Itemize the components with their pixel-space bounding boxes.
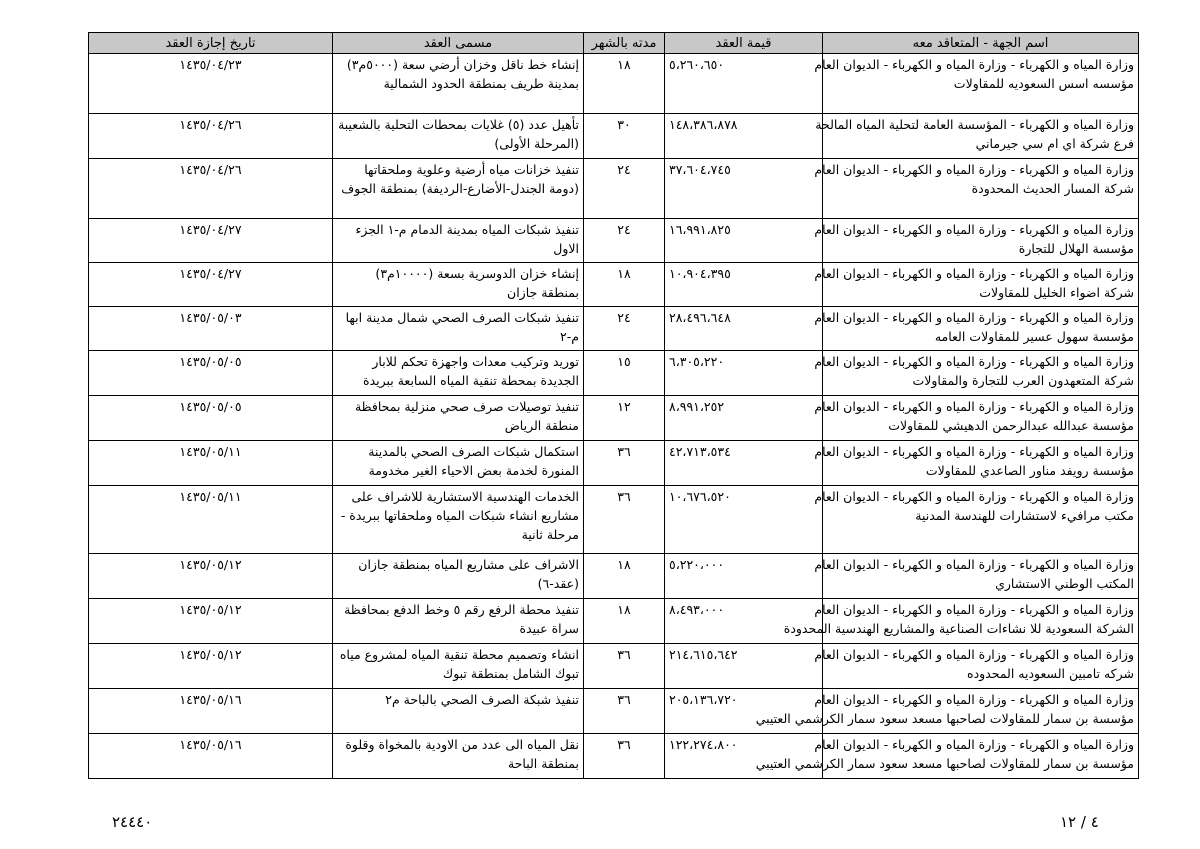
cell-value: ٢٨،٤٩٦،٦٤٨ <box>665 307 823 351</box>
cell-duration: ٣٦ <box>584 644 665 689</box>
table-row <box>89 644 1139 689</box>
cell-date: ١٤٣٥/٠٤/٢٦ <box>89 114 333 159</box>
table-row <box>89 689 1139 734</box>
party-line-2: شركة اضواء الخليل للمقاولات <box>979 285 1134 300</box>
cell-duration: ٣٦ <box>584 689 665 734</box>
table-row <box>89 54 1139 114</box>
cell-duration: ١٨ <box>584 263 665 307</box>
party-line-2: مكتب مرافيء لاستشارات للهندسة المدنية <box>915 508 1134 523</box>
cell-date: ١٤٣٥/٠٤/٢٧ <box>89 263 333 307</box>
cell-value: ٦،٣٠٥،٢٢٠ <box>665 351 823 396</box>
cell-contract-name: تنفيذ خزانات مياه أرضية وعلوية وملحقاتها (دومة الجندل-الأضارع-الرديفة) بمنطقة الجوف <box>333 159 584 219</box>
cell-value: ٤٢،٧١٣،٥٣٤ <box>665 441 823 486</box>
cell-party <box>755 734 1139 779</box>
cell-contract-name: انشاء وتصميم محطة تنقية المياه لمشروع مياه تبوك الشامل بمنطقة تبوك <box>333 644 584 689</box>
cell-date: ١٤٣٥/٠٥/٠٥ <box>89 396 333 441</box>
cell-value: ٨،٤٩٣،٠٠٠ <box>665 599 823 644</box>
party-line-2: شركة المتعهدون العرب للتجارة والمقاولات <box>912 373 1134 388</box>
contracts-table <box>88 32 1139 779</box>
cell-contract-name: نقل المياه الى عدد من الاودية بالمخواة وقلوة بمنطقة الباحة <box>333 734 584 779</box>
cell-party <box>814 219 1139 263</box>
cell-value: ٢١٤،٦١٥،٦٤٢ <box>665 644 823 689</box>
party-line-2: شركه تامبين السعوديه المحدوده <box>967 666 1134 681</box>
cell-date: ١٤٣٥/٠٤/٢٦ <box>89 159 333 219</box>
table-row <box>89 351 1139 396</box>
cell-contract-name: إنشاء خط ناقل وخزان أرضي سعة (٥٠٠٠م٣) بمدينة طريف بمنطقة الحدود الشمالية <box>333 54 584 114</box>
party-line-1: وزارة المياه و الكهرباء - وزارة المياه و الكهرباء - الديوان العام <box>814 57 1134 72</box>
cell-party <box>814 486 1139 554</box>
party-line-1: وزارة المياه و الكهرباء - وزارة المياه و الكهرباء - الديوان العام <box>814 489 1134 504</box>
cell-date: ١٤٣٥/٠٥/١١ <box>89 486 333 554</box>
header-duration: مدته بالشهر <box>584 33 665 54</box>
cell-duration: ١٥ <box>584 351 665 396</box>
party-line-1: وزارة المياه و الكهرباء - وزارة المياه و الكهرباء - الديوان العام <box>814 557 1134 572</box>
party-line-2: المكتب الوطني الاستشاري <box>995 576 1134 591</box>
party-line-1: وزارة المياه و الكهرباء - وزارة المياه و الكهرباء - الديوان العام <box>814 602 1134 617</box>
cell-party <box>814 396 1139 441</box>
table-header-row <box>89 33 1139 54</box>
cell-party <box>815 114 1139 159</box>
cell-party <box>814 307 1139 351</box>
party-line-1: وزارة المياه و الكهرباء - وزارة المياه و الكهرباء - الديوان العام <box>814 444 1134 459</box>
cell-value: ٥،٢٢٠،٠٠٠ <box>665 554 823 599</box>
cell-date: ١٤٣٥/٠٥/١٢ <box>89 599 333 644</box>
cell-duration: ٢٤ <box>584 307 665 351</box>
cell-duration: ١٢ <box>584 396 665 441</box>
table-row <box>89 219 1139 263</box>
cell-duration: ٣٦ <box>584 734 665 779</box>
table-row <box>89 114 1139 159</box>
cell-value: ٨،٩٩١،٢٥٢ <box>665 396 823 441</box>
cell-party <box>814 351 1139 396</box>
cell-contract-name: الاشراف على مشاريع المياه بمنطقة جازان (عقد-٦) <box>333 554 584 599</box>
party-line-2: مؤسسة بن سمار للمقاولات لصاحبها مسعد سعود سمار الكرشمي العتيبي <box>755 756 1134 771</box>
party-line-2: شركة المسار الحديث المحدودة <box>971 181 1134 196</box>
cell-date: ١٤٣٥/٠٥/١٢ <box>89 554 333 599</box>
party-line-1: وزارة المياه و الكهرباء - وزارة المياه و الكهرباء - الديوان العام <box>814 647 1134 662</box>
cell-duration: ١٨ <box>584 554 665 599</box>
cell-duration: ٢٤ <box>584 159 665 219</box>
table-body <box>89 54 1139 779</box>
cell-contract-name: تنفيذ محطة الرفع رقم ٥ وخط الدفع بمحافظة سراة عبيدة <box>333 599 584 644</box>
cell-party <box>814 644 1139 689</box>
header-name: مسمى العقد <box>333 33 584 54</box>
cell-party <box>814 554 1139 599</box>
cell-contract-name: تنفيذ شبكة الصرف الصحي بالباحة م٢ <box>333 689 584 734</box>
party-line-1: وزارة المياه و الكهرباء - وزارة المياه و الكهرباء - الديوان العام <box>814 737 1134 752</box>
party-line-2: الشركة السعودية للا نشاءات الصناعية والمشاريع الهندسية المحدودة <box>783 621 1134 636</box>
party-line-2: فرع شركة اي ام سي جيرماني <box>975 136 1134 151</box>
cell-party <box>783 599 1139 644</box>
cell-value: ٢٠٥،١٣٦،٧٢٠ <box>665 689 823 734</box>
cell-contract-name: استكمال شبكات الصرف الصحي بالمدينة المنورة لخدمة بعض الاحياء الغير مخدومة <box>333 441 584 486</box>
cell-value: ١٦،٩٩١،٨٢٥ <box>665 219 823 263</box>
cell-value: ١٠،٩٠٤،٣٩٥ <box>665 263 823 307</box>
party-line-1: وزارة المياه و الكهرباء - وزارة المياه و الكهرباء - الديوان العام <box>814 162 1134 177</box>
cell-duration: ١٨ <box>584 54 665 114</box>
cell-contract-name: تأهيل عدد (٥) غلايات بمحطات التحلية بالشعيبة (المرحلة الأولى) <box>333 114 584 159</box>
cell-contract-name: تنفيذ شبكات المياه بمدينة الدمام م-١ الجزء الاول <box>333 219 584 263</box>
party-line-2: مؤسسة الهلال للتجارة <box>1018 241 1134 256</box>
table-row <box>89 159 1139 219</box>
table-row <box>89 554 1139 599</box>
cell-duration: ٣٦ <box>584 441 665 486</box>
party-line-1: وزارة المياه و الكهرباء - وزارة المياه و الكهرباء - الديوان العام <box>814 399 1134 414</box>
cell-value: ٣٧،٦٠٤،٧٤٥ <box>665 159 823 219</box>
table-row <box>89 734 1139 779</box>
cell-contract-name: إنشاء خزان الدوسرية بسعة (١٠٠٠٠م٣) بمنطقة جازان <box>333 263 584 307</box>
cell-date: ١٤٣٥/٠٥/١٢ <box>89 644 333 689</box>
party-line-2: مؤسسة عبدالله عبدالرحمن الدهيشي للمقاولات <box>888 418 1134 433</box>
cell-duration: ٣٠ <box>584 114 665 159</box>
table-row <box>89 486 1139 554</box>
party-line-2: مؤسسة سهول عسير للمقاولات العامه <box>934 329 1134 344</box>
cell-value: ١٢٢،٢٧٤،٨٠٠ <box>665 734 823 779</box>
cell-duration: ١٨ <box>584 599 665 644</box>
header-value: قيمة العقد <box>665 33 823 54</box>
cell-date: ١٤٣٥/٠٥/١١ <box>89 441 333 486</box>
page-number: ٤ / ١٢ <box>1060 813 1099 831</box>
cell-date: ١٤٣٥/٠٥/٠٥ <box>89 351 333 396</box>
cell-date: ١٤٣٥/٠٥/١٦ <box>89 689 333 734</box>
table-row <box>89 263 1139 307</box>
party-line-1: وزارة المياه و الكهرباء - وزارة المياه و الكهرباء - الديوان العام <box>814 222 1134 237</box>
cell-contract-name: تنفيذ شبكات الصرف الصحي شمال مدينة ابها م-٢ <box>333 307 584 351</box>
cell-date: ١٤٣٥/٠٥/٠٣ <box>89 307 333 351</box>
party-line-1: وزارة المياه و الكهرباء - وزارة المياه و الكهرباء - الديوان العام <box>814 266 1134 281</box>
party-line-1: وزارة المياه و الكهرباء - المؤسسة العامة لتحلية المياه المالحة <box>815 117 1134 132</box>
header-date: تاريخ إجازة العقد <box>89 33 333 54</box>
cell-duration: ٢٤ <box>584 219 665 263</box>
cell-contract-name: توريد وتركيب معدات واجهزة تحكم للابار الجديدة بمحطة تنقية المياه السابعة ببريدة <box>333 351 584 396</box>
cell-duration: ٣٦ <box>584 486 665 554</box>
cell-party <box>814 54 1139 114</box>
cell-party <box>814 159 1139 219</box>
party-line-2: مؤسسه اسس السعوديه للمقاولات <box>953 76 1134 91</box>
cell-party <box>814 263 1139 307</box>
table-row <box>89 599 1139 644</box>
cell-date: ١٤٣٥/٠٤/٢٧ <box>89 219 333 263</box>
cell-party <box>755 689 1139 734</box>
document-number: ٢٤٤٤٠ <box>112 813 153 831</box>
header-party: اسم الجهة - المتعاقد معه <box>823 33 1139 54</box>
cell-value: ١٤٨،٣٨٦،٨٧٨ <box>665 114 823 159</box>
party-line-1: وزارة المياه و الكهرباء - وزارة المياه و الكهرباء - الديوان العام <box>814 354 1134 369</box>
cell-value: ١٠،٦٧٦،٥٢٠ <box>665 486 823 554</box>
cell-date: ١٤٣٥/٠٤/٢٣ <box>89 54 333 114</box>
cell-contract-name: تنفيذ توصيلات صرف صحي منزلية بمحافظة منطقة الرياض <box>333 396 584 441</box>
cell-party <box>814 441 1139 486</box>
party-line-1: وزارة المياه و الكهرباء - وزارة المياه و الكهرباء - الديوان العام <box>814 310 1134 325</box>
table-row <box>89 441 1139 486</box>
table-row <box>89 396 1139 441</box>
cell-date: ١٤٣٥/٠٥/١٦ <box>89 734 333 779</box>
party-line-2: مؤسسة رويفد مناور الصاعدي للمقاولات <box>925 463 1134 478</box>
cell-contract-name: الخدمات الهندسية الاستشارية للاشراف على مشاريع انشاء شبكات المياه وملحقاتها ببريدة - مرحلة ثانية <box>333 486 584 554</box>
party-line-2: مؤسسة بن سمار للمقاولات لصاحبها مسعد سعود سمار الكرشمي العتيبي <box>755 711 1134 726</box>
table-row <box>89 307 1139 351</box>
party-line-1: وزارة المياه و الكهرباء - وزارة المياه و الكهرباء - الديوان العام <box>814 692 1134 707</box>
cell-value: ٥،٢٦٠،٦٥٠ <box>665 54 823 114</box>
